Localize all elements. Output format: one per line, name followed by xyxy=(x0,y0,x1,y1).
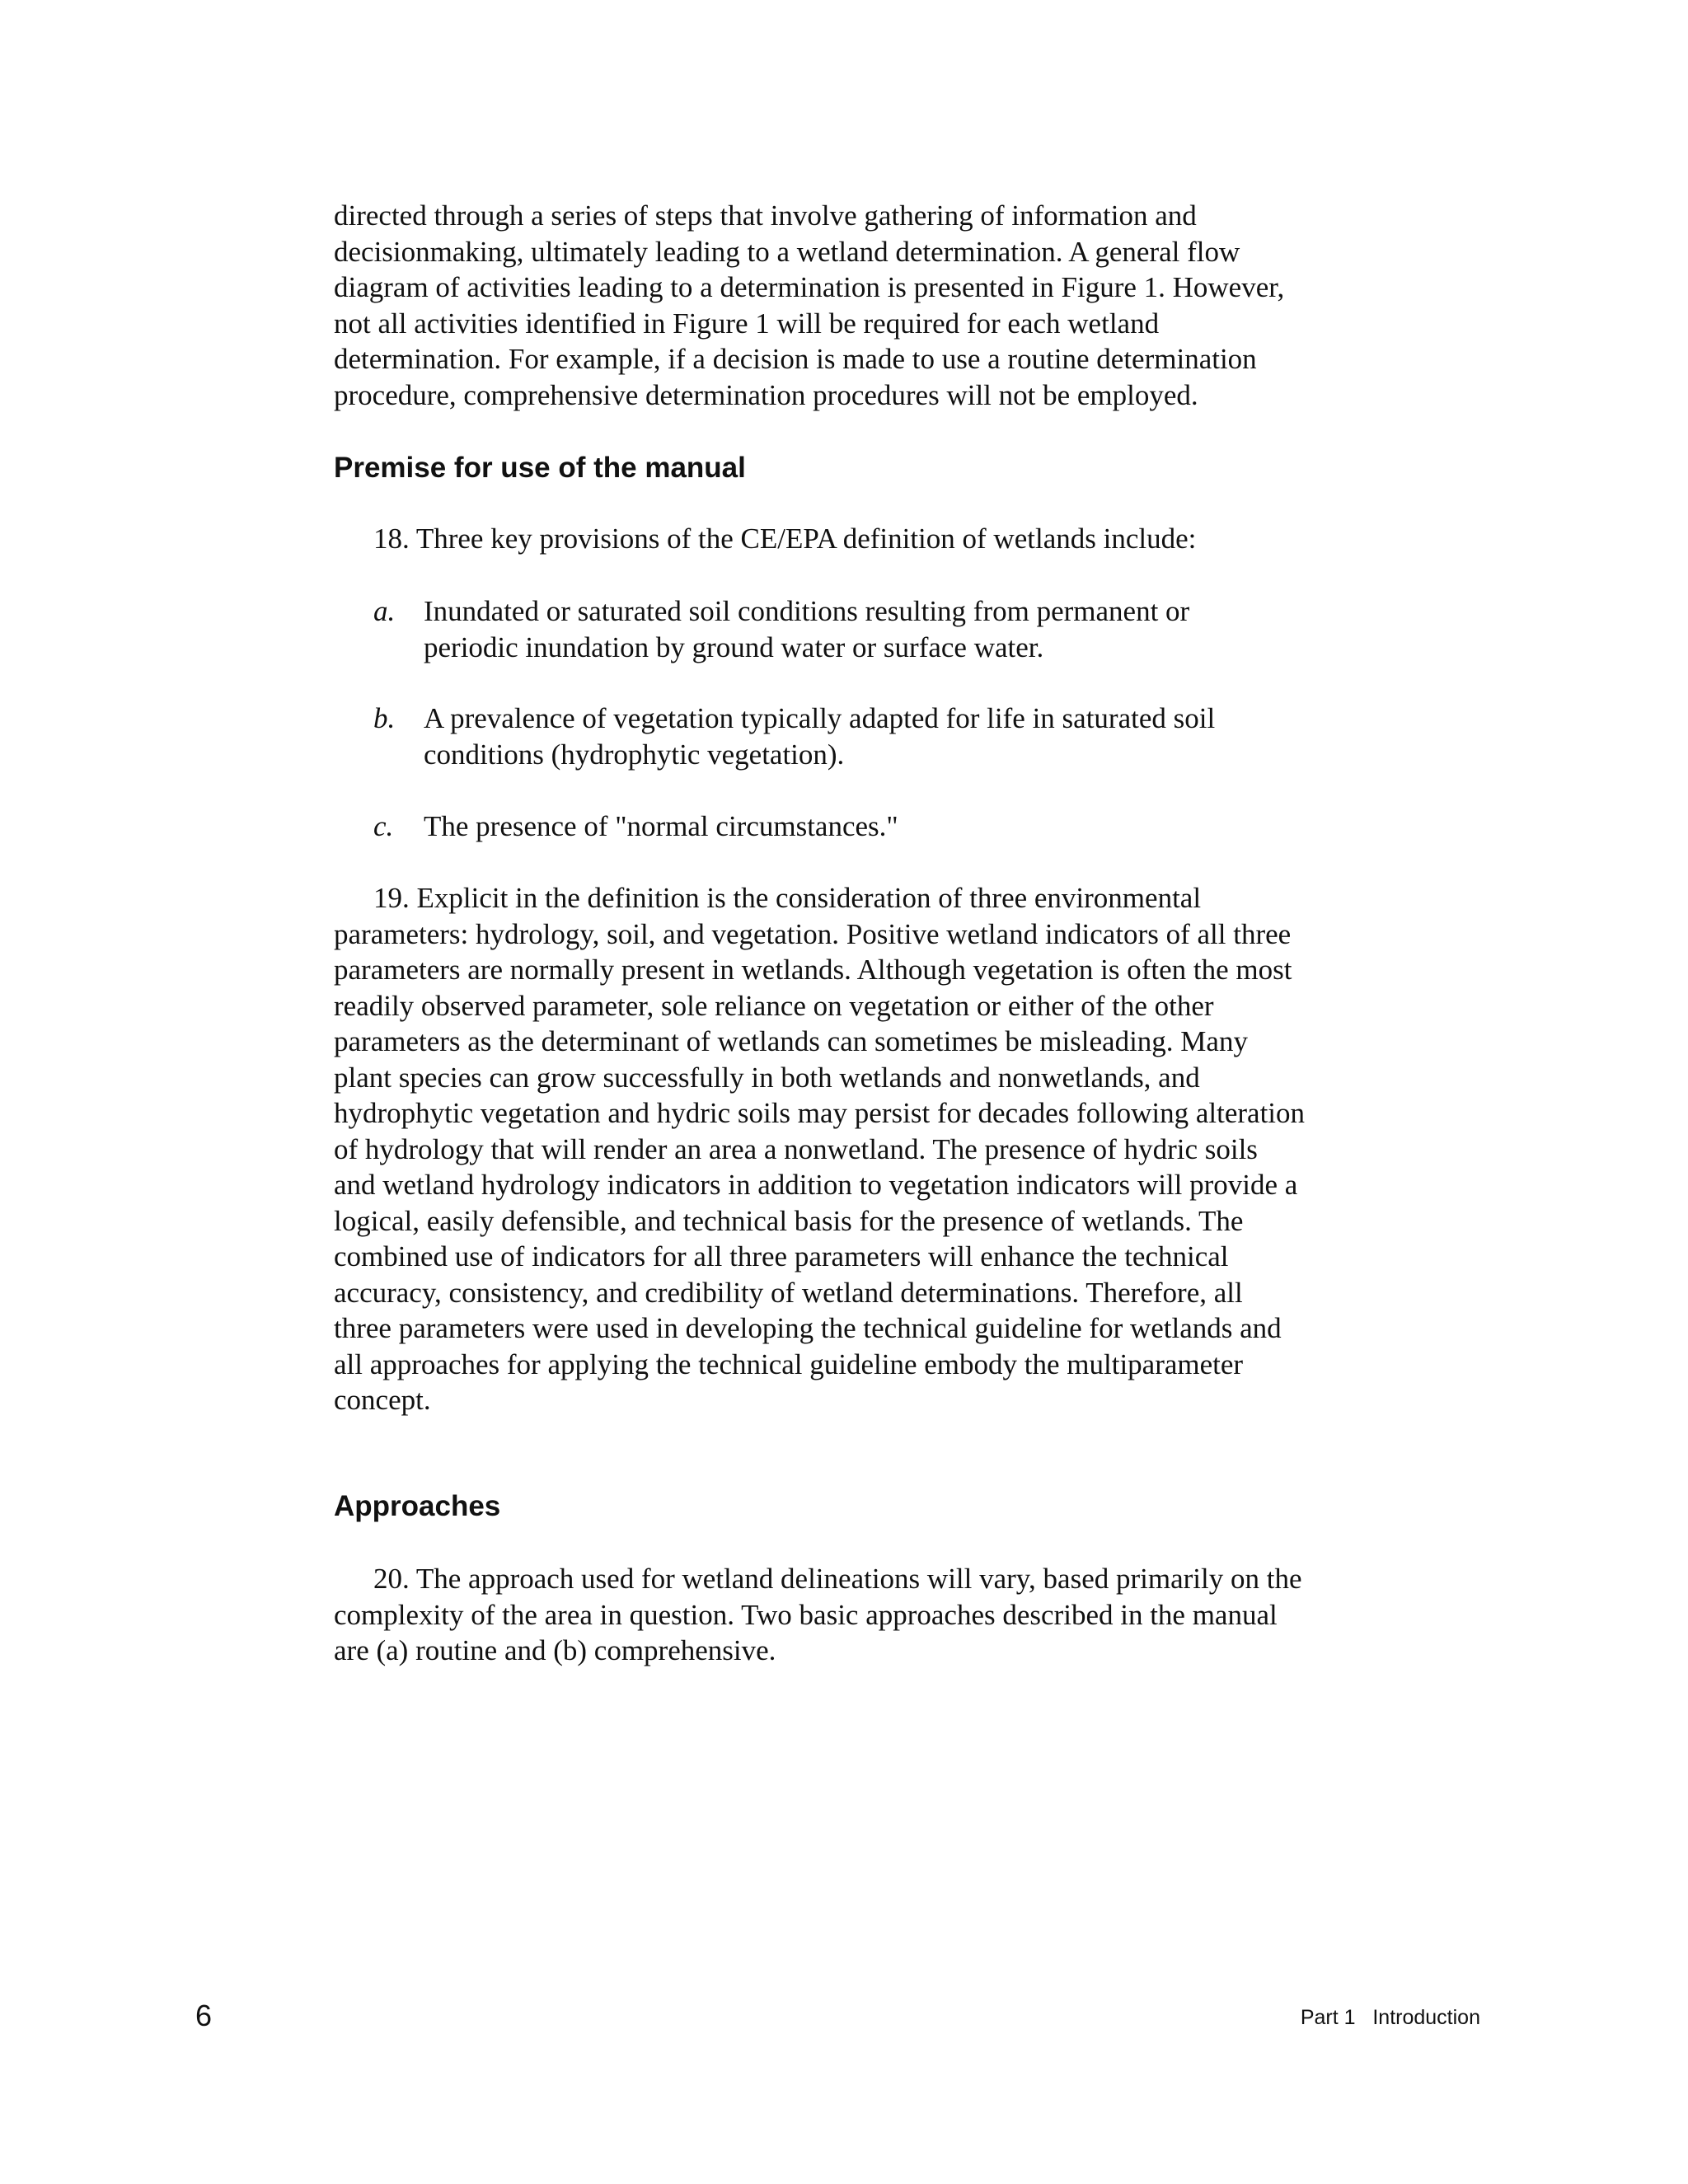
page-number: 6 xyxy=(195,1999,213,2032)
paragraph-19: 19. Explicit in the definition is the consideration of three environmental parameters: hydrology, soil, and vegetation. Positive wetland indicators of all three parameters are normally present in wetlands. Although vegetation is often the most readily observed parameter, sole reliance on vegetation or either of the other parameters as the determinant of wetlands can sometimes be misleading. Many plant species can grow successfully in both wetlands and nonwetlands, and hydrophytic vegetation and hydric soils may persist for decades following alteration of hydrology that will render an area a nonwetland. The presence of hydric soils and wetland hydrology indicators in addition to vegetation indicators will provide a logical, easily defensible, and technical basis for the presence of wetlands. The combined use of indicators for all three parameters will enhance the technical accuracy, consistency, and credibility of wetland determinations. Therefore, all three parameters were used in developing the technical guideline for wetlands and all approaches for applying the technical guideline embody the multiparameter concept. xyxy=(334,882,1306,1416)
list-item-text: The presence of "normal circumstances." xyxy=(424,810,898,842)
heading-approaches: Approaches xyxy=(334,1490,501,1522)
paragraph-20: 20. The approach used for wetland delineations will vary, based primarily on the complexity of the area in question. Two basic approaches described in the manual are (a) routine and (b) comprehensive. xyxy=(334,1563,1302,1666)
list-item-text: A prevalence of vegetation typically adapted for life in saturated soil conditions (hydrophytic vegetation). xyxy=(424,702,1216,771)
list-marker: b. xyxy=(373,702,396,734)
footer-section-label: Part 1 Introduction xyxy=(1300,2006,1480,2029)
list-marker: a. xyxy=(373,595,396,627)
list-item xyxy=(373,808,1272,845)
list-item xyxy=(373,593,1272,665)
list-marker: c. xyxy=(373,810,394,842)
list-item xyxy=(373,701,1272,772)
intro-paragraph: directed through a series of steps that involve gathering of information and decisionmaking, ultimately leading to a wetland determination. A general flow diagram of activities leading to a determination is presented in Figure 1. However, not all activities identified in Figure 1 will be required for each wetland determination. For example, if a decision is made to use a routine determination procedure, comprehensive determination procedures will not be employed. xyxy=(334,199,1285,411)
list-item-text: Inundated or saturated soil conditions resulting from permanent or periodic inundation by ground water or surface water. xyxy=(424,595,1190,663)
heading-premise: Premise for use of the manual xyxy=(334,452,746,484)
paragraph-18: 18. Three key provisions of the CE/EPA definition of wetlands include: xyxy=(373,523,1197,555)
